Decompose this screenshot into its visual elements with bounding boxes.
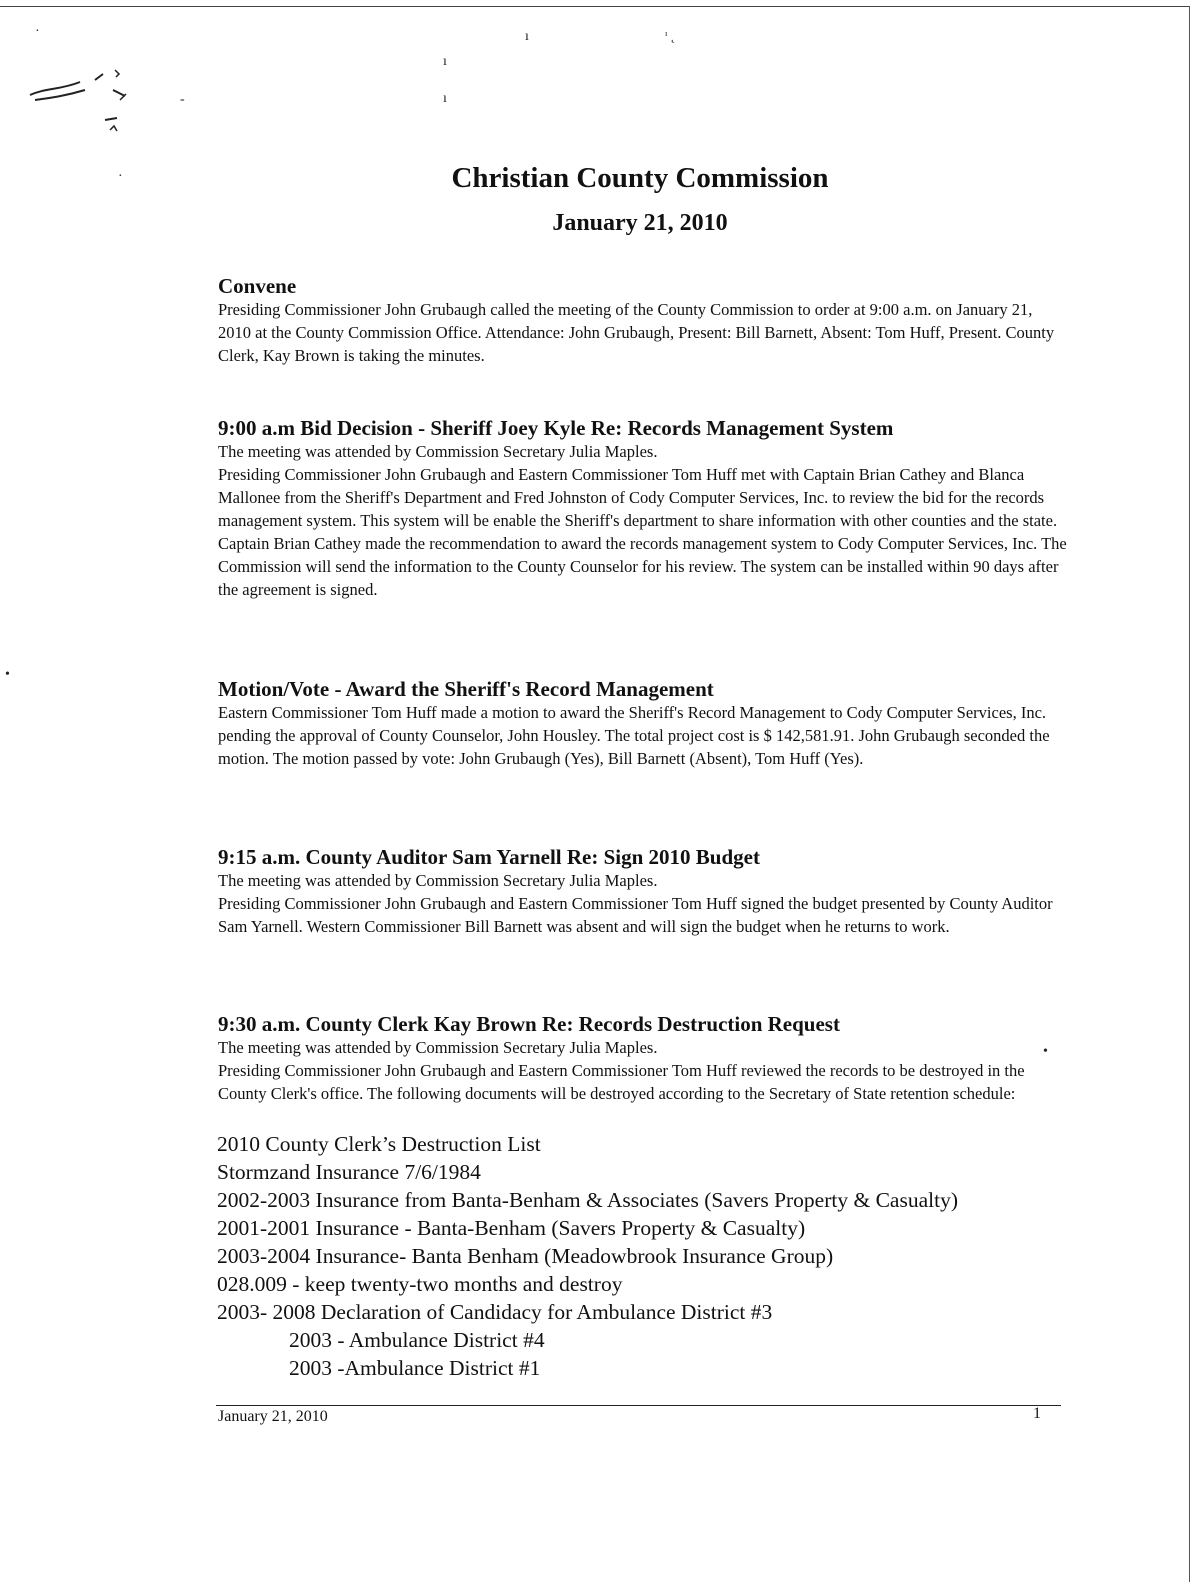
scan-speck: · [35, 24, 40, 39]
document-date: January 21, 2010 [552, 210, 728, 236]
section-convene [218, 274, 1068, 367]
page-border-right [1189, 6, 1190, 1582]
page-number: 1 [1033, 1405, 1041, 1422]
destruction-list [217, 1130, 1117, 1382]
footer-date: January 21, 2010 [218, 1408, 328, 1425]
section-heading: 9:30 a.m. County Clerk Kay Brown Re: Records Destruction Request [218, 1012, 840, 1036]
list-item: 2002-2003 Insurance from Banta-Benham & Associates (Savers Property & Casualty) [217, 1188, 958, 1212]
paragraph: The meeting was attended by Commission Secretary Julia Maples. [218, 1038, 658, 1057]
scan-speck: ı [525, 29, 529, 44]
section-county-auditor [218, 845, 1068, 938]
paragraph: Presiding Commissioner John Grubaugh and Eastern Commissioner Tom Huff signed the budget presented by County Auditor Sam Yarnell. Western Commissioner Bill Barnett was absent and will sign the budget when he returns to work. [218, 894, 1053, 936]
scan-speck: ı [443, 54, 447, 69]
scan-speck: · [118, 169, 123, 184]
paragraph: Presiding Commissioner John Grubaugh called the meeting of the County Commission to order at 9:00 a.m. on January 21, 2010 at the County Commission Office. Attendance: John Grubaugh, Present: Bill Barnett, Absent: Tom Huff, Present. County Clerk, Kay Brown is taking the minutes. [218, 300, 1055, 365]
paragraph: The meeting was attended by Commission Secretary Julia Maples. [218, 871, 658, 890]
scan-speck: • [5, 667, 10, 682]
list-item: 2003 - Ambulance District #4 [289, 1328, 545, 1352]
section-county-clerk [218, 1012, 1068, 1105]
paragraph: Presiding Commissioner John Grubaugh and Eastern Commissioner Tom Huff reviewed the records to be destroyed in the County Clerk's office. The following documents will be destroyed according to the Secretary of State retention schedule: [218, 1061, 1025, 1103]
list-item: 2003-2004 Insurance- Banta Benham (Meadowbrook Insurance Group) [217, 1244, 834, 1268]
paragraph: The meeting was attended by Commission Secretary Julia Maples. [218, 442, 658, 461]
section-heading: 9:00 a.m Bid Decision - Sheriff Joey Kyle Re: Records Management System [218, 416, 894, 440]
list-item: Stormzand Insurance 7/6/1984 [217, 1160, 481, 1184]
section-heading: 9:15 a.m. County Auditor Sam Yarnell Re: Sign 2010 Budget [218, 845, 760, 869]
list-item: 2003- 2008 Declaration of Candidacy for Ambulance District #3 [217, 1300, 773, 1324]
list-item: 2010 County Clerk’s Destruction List [217, 1132, 541, 1156]
section-motion-vote [218, 677, 1068, 770]
scan-speck: • [1043, 1044, 1048, 1059]
section-body [218, 869, 1068, 938]
scan-speck: ᶦ ˛ [665, 29, 676, 44]
list-item: 2003 -Ambulance District #1 [289, 1356, 541, 1380]
paragraph: Presiding Commissioner John Grubaugh and Eastern Commissioner Tom Huff met with Captain Brian Cathey and Blanca Mallonee from the Sheriff's Department and Fred Johnston of Cody Computer Services, Inc. to review the bid for the records management system. This system will be enable the Sheriff's department to share information with other counties and the state. Captain Brian Cathey made the recommendation to award the records management system to Cody Computer Services, Inc. The Commission will send the information to the County Counselor for his review. The system can be installed within 90 days after the agreement is signed. [218, 465, 1067, 599]
footer-divider [216, 1405, 1061, 1406]
section-body [218, 1036, 1068, 1105]
section-body [218, 440, 1068, 601]
scan-speck: ı [443, 91, 447, 106]
section-body [218, 701, 1068, 770]
page-border-top [0, 6, 1190, 7]
list-item: 2001-2001 Insurance - Banta-Benham (Savers Property & Casualty) [217, 1216, 806, 1240]
section-heading: Convene [218, 274, 297, 298]
list-item: 028.009 - keep twenty-two months and destroy [217, 1272, 623, 1296]
section-heading: Motion/Vote - Award the Sheriff's Record Management [218, 677, 714, 701]
scan-artifact-marks [25, 60, 145, 140]
section-bid-decision [218, 416, 1068, 601]
paragraph: Eastern Commissioner Tom Huff made a motion to award the Sheriff's Record Management to Cody Computer Services, Inc. pending the approval of County Counselor, John Housley. The total project cost is $ 142,581.91. John Grubaugh seconded the motion. The motion passed by vote: John Grubaugh (Yes), Bill Barnett (Absent), Tom Huff (Yes). [218, 703, 1050, 768]
scan-speck: - [180, 92, 185, 107]
section-body [218, 298, 1068, 367]
document-title: Christian County Commission [451, 162, 829, 194]
